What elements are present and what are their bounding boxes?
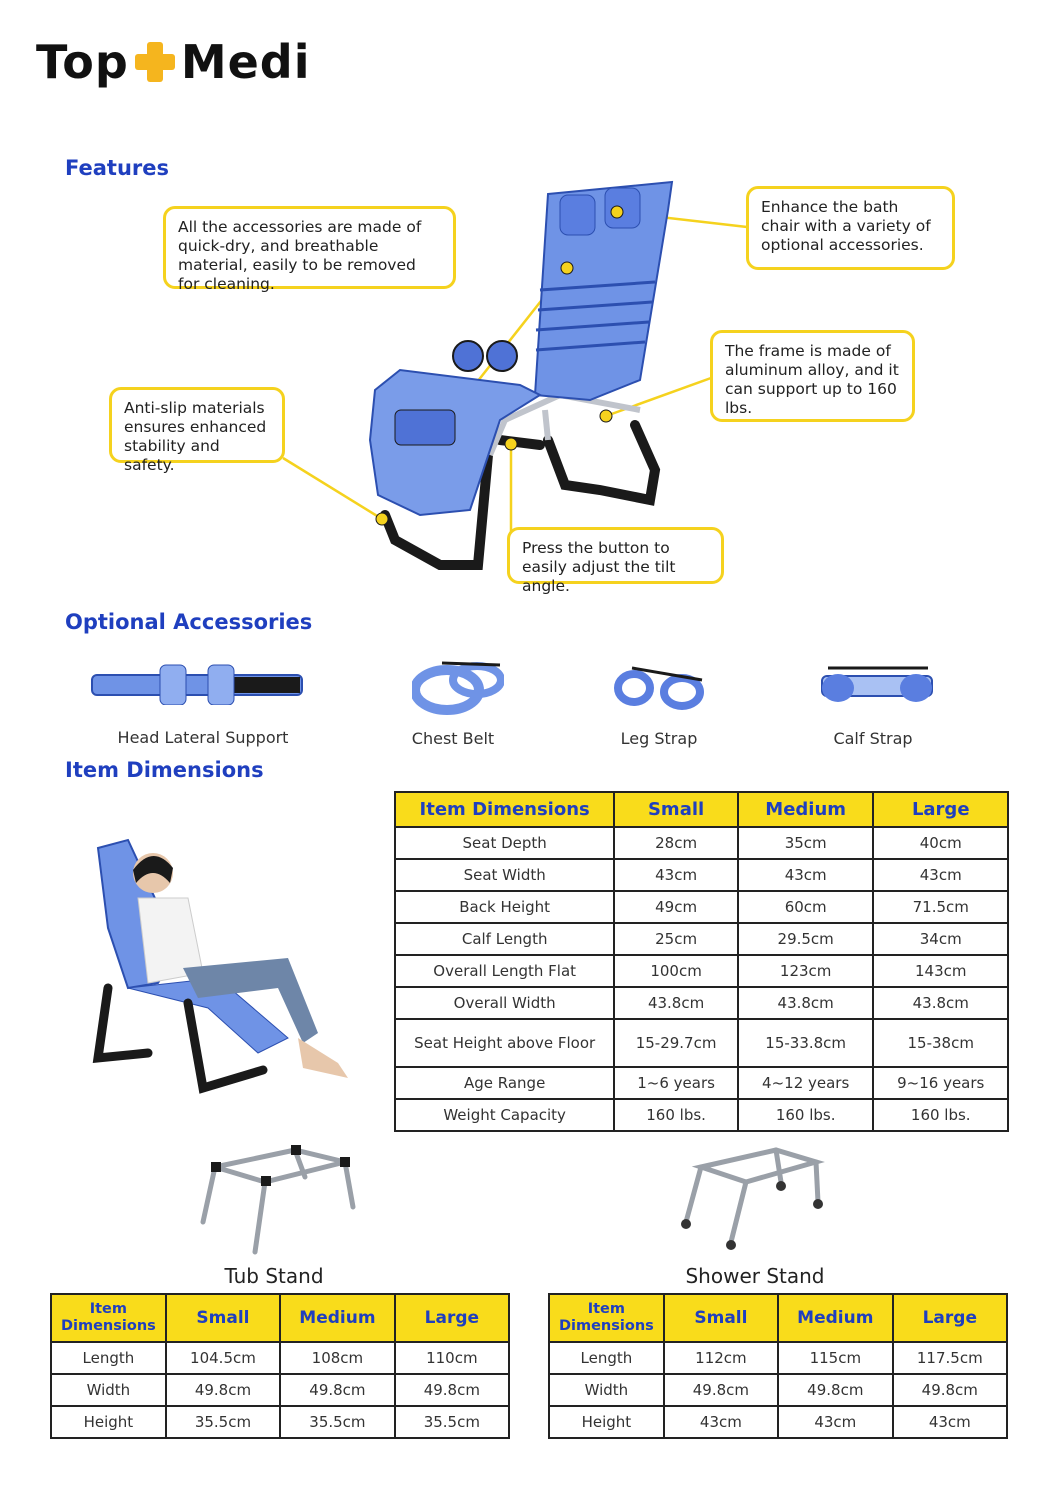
table-row (395, 1067, 1008, 1099)
table-row (549, 1342, 1007, 1374)
table-cell: 43cm (664, 1406, 778, 1438)
table-cell: Weight Capacity (395, 1099, 614, 1131)
table-cell: Overall Length Flat (395, 955, 614, 987)
callout-antislip: Anti-slip materials ensures enhanced stability and safety. (109, 387, 285, 463)
table-cell: 15-38cm (873, 1019, 1008, 1067)
column-header: Medium (280, 1294, 395, 1342)
table-cell: Seat Depth (395, 827, 614, 859)
table-cell: Height (549, 1406, 664, 1438)
table-cell: 35.5cm (280, 1406, 395, 1438)
table-row (51, 1406, 509, 1438)
table-row (395, 987, 1008, 1019)
table-cell: 25cm (614, 923, 738, 955)
table-cell: 160 lbs. (738, 1099, 874, 1131)
column-header: Large (395, 1294, 509, 1342)
column-header: Small (664, 1294, 778, 1342)
table-cell: 35cm (738, 827, 874, 859)
column-header: Small (614, 792, 738, 827)
column-header: Medium (778, 1294, 893, 1342)
table-cell: 49.8cm (664, 1374, 778, 1406)
chest-belt-image (412, 655, 504, 715)
table-row (395, 827, 1008, 859)
table-cell: 43cm (778, 1406, 893, 1438)
tub-stand-image (195, 1142, 360, 1257)
table-cell: Calf Length (395, 923, 614, 955)
column-header: Large (873, 792, 1008, 827)
table-cell: 43cm (738, 859, 874, 891)
table-cell: 160 lbs. (614, 1099, 738, 1131)
table-cell: Length (51, 1342, 166, 1374)
table-row (51, 1374, 509, 1406)
table-cell: 60cm (738, 891, 874, 923)
dimensions-title: Item Dimensions (65, 758, 264, 782)
table-cell: 110cm (395, 1342, 509, 1374)
table-cell: 43cm (614, 859, 738, 891)
leg-strap-image (612, 658, 708, 714)
calf-strap-image (818, 660, 936, 710)
table-cell: 49.8cm (893, 1374, 1007, 1406)
table-row (395, 923, 1008, 955)
table-row (549, 1406, 1007, 1438)
shower-stand-image (676, 1142, 831, 1257)
accessory-label-leg-strap: Leg Strap (620, 729, 698, 748)
table-cell: 123cm (738, 955, 874, 987)
table-cell: 49.8cm (280, 1374, 395, 1406)
table-header-row (51, 1294, 509, 1342)
table-cell: 40cm (873, 827, 1008, 859)
shower-stand-label: Shower Stand (685, 1264, 825, 1288)
table-cell: 43cm (873, 859, 1008, 891)
table-cell: 28cm (614, 827, 738, 859)
table-cell: 1~6 years (614, 1067, 738, 1099)
column-header: Item Dimensions (395, 792, 614, 827)
table-row (395, 955, 1008, 987)
table-cell: 49.8cm (395, 1374, 509, 1406)
column-header: Item Dimensions (549, 1294, 664, 1342)
table-cell: 35.5cm (166, 1406, 280, 1438)
column-header: Medium (738, 792, 874, 827)
table-cell: 15-29.7cm (614, 1019, 738, 1067)
medical-cross-icon (135, 42, 175, 82)
table-cell: Width (51, 1374, 166, 1406)
table-cell: 100cm (614, 955, 738, 987)
callout-material: All the accessories are made of quick-dry, and breathable material, easily to be removed for cleaning. (163, 206, 456, 289)
table-row (395, 1019, 1008, 1067)
accessories-title: Optional Accessories (65, 610, 313, 634)
callout-button: Press the button to easily adjust the tilt angle. (507, 527, 724, 584)
table-cell: 43cm (893, 1406, 1007, 1438)
table-cell: 115cm (778, 1342, 893, 1374)
table-cell: Back Height (395, 891, 614, 923)
table-cell: 34cm (873, 923, 1008, 955)
callout-frame: The frame is made of aluminum alloy, and it can support up to 160 lbs. (710, 330, 915, 422)
accessory-label-calf-strap: Calf Strap (833, 729, 913, 748)
table-cell: 4~12 years (738, 1067, 874, 1099)
table-cell: 49.8cm (778, 1374, 893, 1406)
table-cell: 9~16 years (873, 1067, 1008, 1099)
table-cell: 108cm (280, 1342, 395, 1374)
column-header: Small (166, 1294, 280, 1342)
table-row (51, 1342, 509, 1374)
table-cell: 112cm (664, 1342, 778, 1374)
brand-name-left: Top (36, 35, 129, 89)
table-cell: 104.5cm (166, 1342, 280, 1374)
accessory-label-head-lateral: Head Lateral Support (117, 728, 289, 747)
table-row (549, 1374, 1007, 1406)
brand-logo (36, 34, 310, 90)
table-cell: 49.8cm (166, 1374, 280, 1406)
table-cell: Age Range (395, 1067, 614, 1099)
table-cell: 43.8cm (873, 987, 1008, 1019)
table-cell: 160 lbs. (873, 1099, 1008, 1131)
table-cell: Length (549, 1342, 664, 1374)
table-cell: Width (549, 1374, 664, 1406)
table-cell: Height (51, 1406, 166, 1438)
brand-name-right: Medi (180, 35, 311, 89)
callout-accessories: Enhance the bath chair with a variety of optional accessories. (746, 186, 955, 270)
table-header-row (549, 1294, 1007, 1342)
table-cell: 143cm (873, 955, 1008, 987)
table-header-row (395, 792, 1008, 827)
shower-stand-table (548, 1293, 1008, 1439)
accessory-label-chest-belt: Chest Belt (411, 729, 495, 748)
table-cell: 35.5cm (395, 1406, 509, 1438)
table-cell: 117.5cm (893, 1342, 1007, 1374)
tub-stand-label: Tub Stand (224, 1264, 324, 1288)
table-row (395, 1099, 1008, 1131)
table-row (395, 891, 1008, 923)
table-cell: Seat Height above Floor (395, 1019, 614, 1067)
item-dimensions-table (394, 791, 1009, 1132)
table-cell: Seat Width (395, 859, 614, 891)
table-row (395, 859, 1008, 891)
head-lateral-support-image (90, 655, 305, 705)
table-cell: 43.8cm (614, 987, 738, 1019)
table-cell: 43.8cm (738, 987, 874, 1019)
table-cell: 71.5cm (873, 891, 1008, 923)
column-header: Item Dimensions (51, 1294, 166, 1342)
table-cell: Overall Width (395, 987, 614, 1019)
column-header: Large (893, 1294, 1007, 1342)
table-cell: 49cm (614, 891, 738, 923)
tub-stand-table (50, 1293, 510, 1439)
table-cell: 29.5cm (738, 923, 874, 955)
table-cell: 15-33.8cm (738, 1019, 874, 1067)
features-title: Features (65, 156, 169, 180)
child-in-chair-image (88, 838, 358, 1100)
